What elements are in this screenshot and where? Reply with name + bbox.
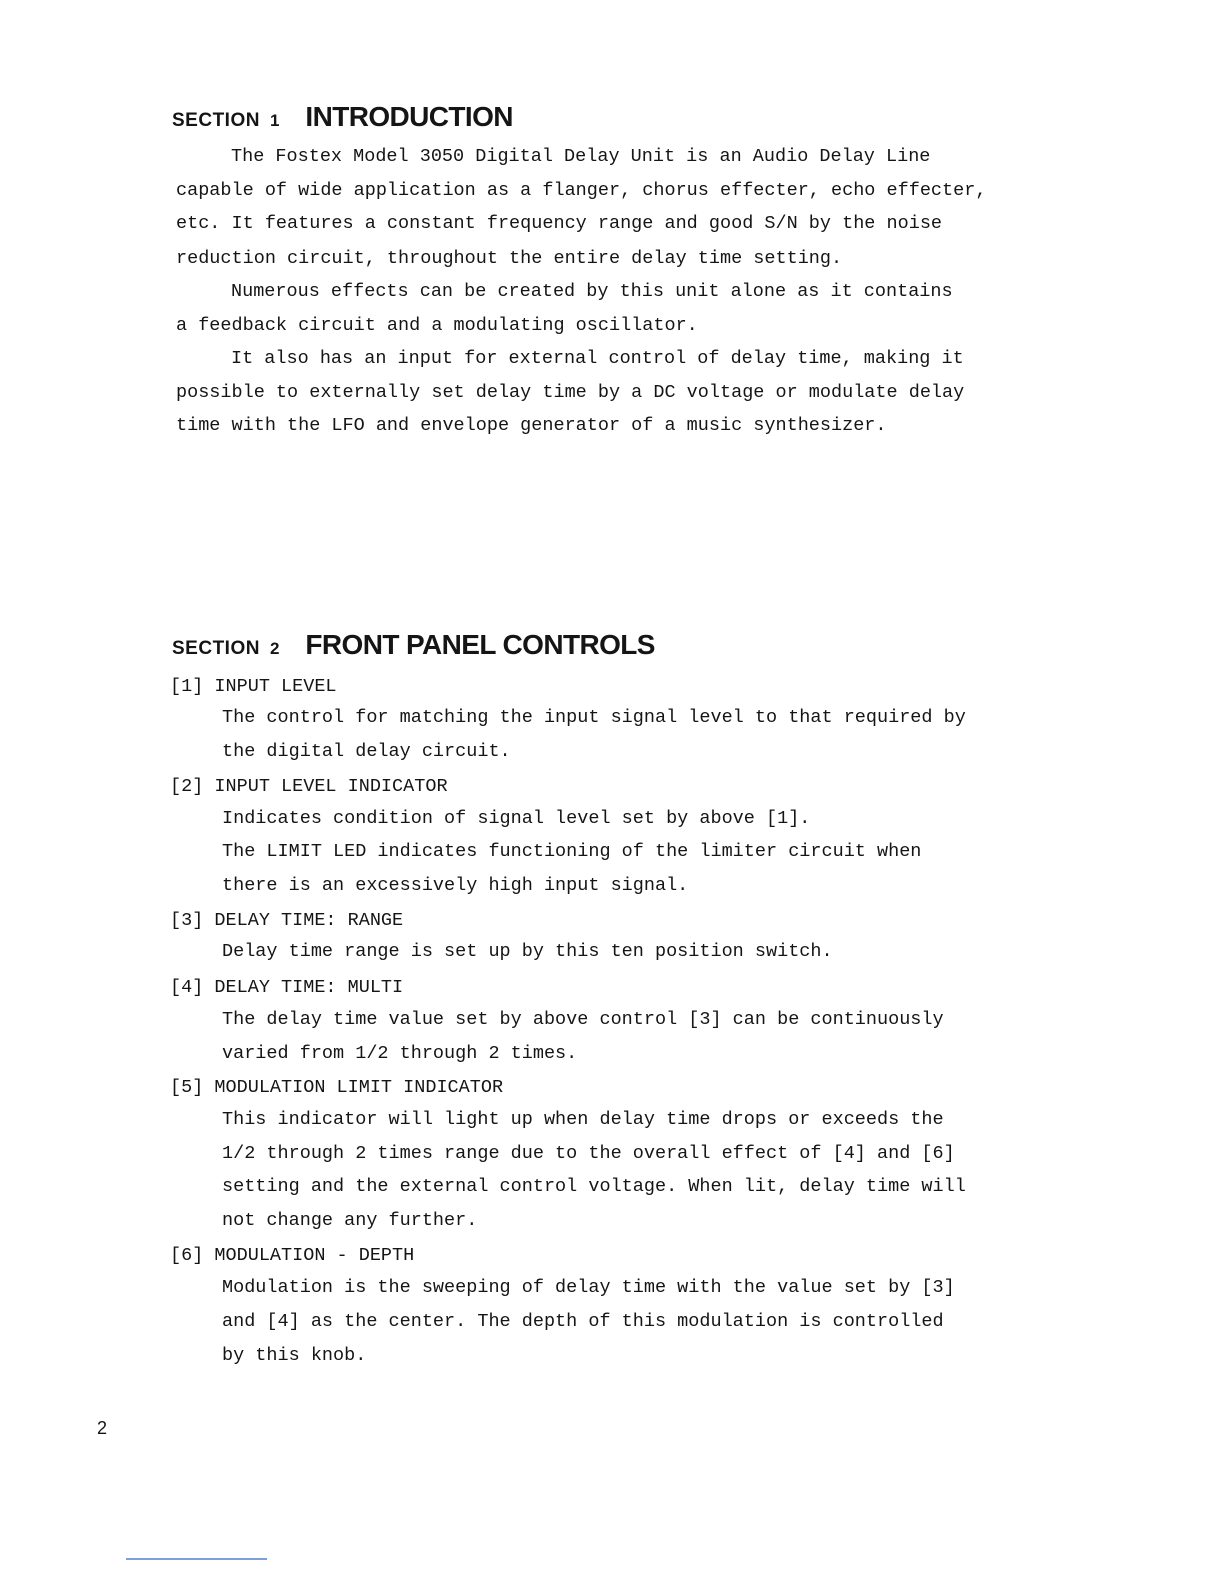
section-2-label: SECTION <box>172 638 260 659</box>
section-2-heading <box>172 629 655 661</box>
intro-line: time with the LFO and envelope generator of a music synthesizer. <box>176 415 887 436</box>
section-2-number: 2 <box>269 639 280 658</box>
control-item-text: Delay time range is set up by this ten position switch. <box>222 941 833 962</box>
section-1-label: SECTION <box>172 110 260 131</box>
intro-line: etc. It features a constant frequency range and good S/N by the noise <box>176 213 943 234</box>
section-1-heading <box>172 101 513 133</box>
control-item-text: Indicates condition of signal level set by above [1]. <box>222 808 811 829</box>
section-1-title: INTRODUCTION <box>305 101 513 132</box>
section-1-number: 1 <box>269 111 280 130</box>
control-item-text: by this knob. <box>222 1345 367 1366</box>
control-item-text: 1/2 through 2 times range due to the overall effect of [4] and [6] <box>222 1143 955 1164</box>
intro-line: The Fostex Model 3050 Digital Delay Unit is an Audio Delay Line <box>231 146 931 167</box>
control-item-text: there is an excessively high input signal. <box>222 875 689 896</box>
control-item-text: The delay time value set by above control [3] can be continuously <box>222 1009 944 1030</box>
control-item-heading: [2] INPUT LEVEL INDICATOR <box>170 776 448 797</box>
intro-line: reduction circuit, throughout the entire delay time setting. <box>176 248 843 269</box>
control-item-heading: [3] DELAY TIME: RANGE <box>170 910 404 931</box>
intro-line: a feedback circuit and a modulating oscillator. <box>176 315 698 336</box>
section-2-title: FRONT PANEL CONTROLS <box>305 629 655 660</box>
bottom-rule <box>126 1558 267 1560</box>
control-item-text: setting and the external control voltage. When lit, delay time will <box>222 1176 966 1197</box>
control-item-text: not change any further. <box>222 1210 478 1231</box>
intro-line: possible to externally set delay time by a DC voltage or modulate delay <box>176 382 965 403</box>
control-item-text: varied from 1/2 through 2 times. <box>222 1043 578 1064</box>
control-item-text: Modulation is the sweeping of delay time with the value set by [3] <box>222 1277 955 1298</box>
intro-line: It also has an input for external control of delay time, making it <box>231 348 964 369</box>
control-item-text: This indicator will light up when delay time drops or exceeds the <box>222 1109 944 1130</box>
intro-line: Numerous effects can be created by this unit alone as it contains <box>231 281 953 302</box>
control-item-text: and [4] as the center. The depth of this modulation is controlled <box>222 1311 944 1332</box>
control-item-heading: [6] MODULATION - DEPTH <box>170 1245 415 1266</box>
control-item-heading: [5] MODULATION LIMIT INDICATOR <box>170 1077 504 1098</box>
control-item-text: the digital delay circuit. <box>222 741 511 762</box>
intro-line: capable of wide application as a flanger, chorus effecter, echo effecter, <box>176 180 987 201</box>
control-item-heading: [4] DELAY TIME: MULTI <box>170 977 404 998</box>
control-item-text: The LIMIT LED indicates functioning of the limiter circuit when <box>222 841 922 862</box>
page-number: 2 <box>97 1418 108 1438</box>
control-item-text: The control for matching the input signal level to that required by <box>222 707 966 728</box>
control-item-heading: [1] INPUT LEVEL <box>170 676 337 697</box>
